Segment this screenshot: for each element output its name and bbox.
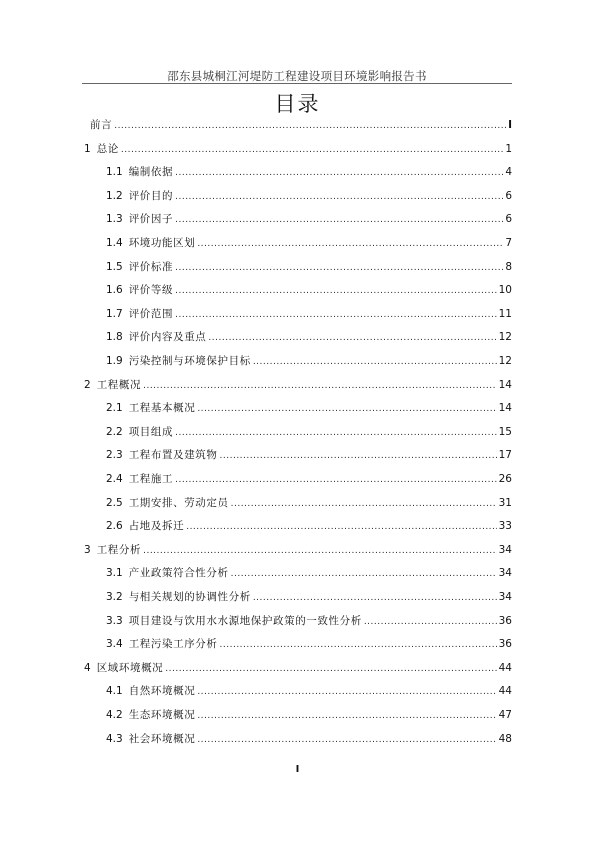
toc-entry-number: 1.3 — [106, 213, 123, 226]
toc-entry-label: 工程布置及建筑物 — [128, 449, 218, 462]
toc-entry-label: 项目建设与饮用水水源地保护政策的一致性分析 — [128, 614, 362, 627]
toc-entry-page: 15 — [498, 425, 512, 438]
toc-leader-dots — [197, 708, 496, 724]
toc-leader-dots — [121, 142, 503, 158]
toc-leader-dots — [175, 165, 503, 181]
toc-entry-label: 占地及拆迁 — [128, 520, 185, 533]
page-title: 目录 — [274, 92, 321, 116]
toc-entry-page: 48 — [498, 732, 512, 745]
toc-entry[interactable] — [106, 731, 512, 747]
toc-entry-number: 4.1 — [106, 685, 123, 698]
toc-leader-dots — [220, 637, 497, 653]
toc-entry-number: 2.2 — [106, 425, 123, 438]
toc-entry-number: 2.6 — [106, 520, 123, 533]
toc-entry-label: 自然环境概况 — [128, 685, 196, 698]
toc-leader-dots — [231, 496, 497, 512]
toc-entry-page: 12 — [498, 331, 512, 344]
toc-entry-number: 3.4 — [106, 638, 123, 651]
toc-entry-label: 工期安排、劳动定员 — [128, 496, 229, 509]
toc-entry-number: 1.5 — [106, 260, 123, 273]
toc-entry-label: 与相关规划的协调性分析 — [128, 591, 251, 603]
toc-entry-page: 33 — [498, 520, 512, 533]
toc-entry-page: 44 — [498, 661, 512, 674]
toc-entry-page: 34 — [498, 543, 512, 556]
toc-entry-number: 4.2 — [106, 709, 123, 721]
toc-leader-dots — [114, 118, 506, 134]
toc-leader-dots — [175, 425, 497, 441]
toc-leader-dots — [186, 519, 496, 535]
toc-entry-label: 总论 — [96, 142, 119, 155]
toc-leader-dots — [197, 684, 496, 700]
toc-entry[interactable] — [106, 565, 512, 581]
toc-entry-page: 31 — [498, 496, 512, 509]
toc-entry[interactable] — [106, 683, 512, 699]
toc-entry-label: 生态环境概况 — [128, 709, 196, 721]
page-number: I — [295, 764, 300, 775]
toc-entry[interactable] — [84, 660, 512, 676]
toc-leader-dots — [197, 236, 503, 252]
toc-leader-dots — [165, 661, 496, 677]
toc-entry-label: 编制依据 — [128, 166, 174, 179]
toc-entry[interactable] — [84, 377, 512, 393]
toc-entry-label: 污染控制与环境保护目标 — [128, 355, 251, 367]
toc-entry[interactable] — [84, 542, 512, 558]
toc-entry-number: 1.6 — [106, 284, 123, 297]
toc-leader-dots — [143, 378, 497, 394]
toc-entry-number: 3.1 — [106, 567, 123, 580]
toc-entry-number: 4 — [84, 661, 91, 674]
toc-entry-number: 2.3 — [106, 449, 123, 462]
toc-entry[interactable] — [106, 471, 512, 487]
toc-entry[interactable] — [106, 282, 512, 298]
toc-leader-dots — [208, 330, 496, 346]
toc-entry[interactable] — [84, 141, 512, 157]
toc-entry[interactable] — [106, 400, 512, 416]
toc-entry-page: 7 — [505, 237, 512, 249]
toc-leader-dots — [175, 283, 497, 299]
toc-entry-page: 26 — [498, 473, 512, 485]
toc-leader-dots — [253, 354, 497, 370]
toc-entry[interactable] — [106, 447, 512, 463]
toc-entry-page: 14 — [498, 378, 512, 391]
toc-entry-number: 3 — [84, 543, 91, 556]
toc-leader-dots — [220, 448, 497, 464]
toc-entry-page: 34 — [498, 567, 512, 580]
toc-entry-page: 4 — [505, 166, 512, 179]
toc-entry[interactable] — [90, 117, 512, 133]
toc-entry-page: 17 — [498, 449, 512, 462]
toc-entry-label: 工程基本概况 — [128, 402, 196, 415]
toc-entry[interactable] — [106, 306, 512, 322]
toc-entry-page: 6 — [505, 189, 512, 202]
toc-entry-page: 11 — [498, 307, 512, 320]
toc-entry-page: 1 — [505, 142, 512, 155]
toc-leader-dots — [197, 732, 496, 748]
toc-entry[interactable] — [106, 707, 512, 723]
toc-entry[interactable] — [106, 329, 512, 345]
toc-entry-label: 评价等级 — [128, 284, 174, 297]
toc-entry-label: 环境功能区划 — [128, 237, 196, 249]
toc-leader-dots — [175, 307, 497, 323]
toc-entry-label: 产业政策符合性分析 — [128, 567, 229, 580]
toc-entry-page: I — [508, 119, 512, 131]
toc-entry-label: 区域环境概况 — [96, 661, 164, 674]
toc-entry-number: 1.4 — [106, 237, 123, 249]
toc-entry-label: 评价内容及重点 — [128, 331, 207, 344]
toc-entry-label: 评价范围 — [128, 307, 174, 320]
toc-entry[interactable] — [106, 636, 512, 652]
toc-entry-label: 社会环境概况 — [128, 732, 196, 745]
toc-entry[interactable] — [106, 495, 512, 511]
toc-leader-dots — [175, 472, 497, 488]
toc-entry[interactable] — [106, 235, 512, 251]
toc-entry[interactable] — [106, 353, 512, 369]
toc-entry-number: 3.3 — [106, 614, 123, 627]
toc-leader-dots — [197, 401, 496, 417]
toc-entry-label: 评价目的 — [128, 189, 174, 202]
toc-entry[interactable] — [106, 613, 512, 629]
toc-entry-page: 12 — [498, 355, 512, 367]
toc-entry-page: 34 — [498, 591, 512, 603]
toc-entry[interactable] — [106, 518, 512, 534]
toc-entry-page: 8 — [505, 260, 512, 273]
toc-entry-number: 2 — [84, 378, 91, 391]
toc-leader-dots — [231, 566, 497, 582]
toc-entry-number: 1.2 — [106, 189, 123, 202]
toc-entry-label: 项目组成 — [128, 425, 174, 438]
toc-leader-dots — [175, 260, 503, 276]
toc-leader-dots — [253, 590, 497, 606]
header-rule — [82, 83, 512, 84]
toc-entry[interactable] — [106, 424, 512, 440]
toc-entry-page: 6 — [505, 213, 512, 226]
toc-entry-number: 1.1 — [106, 166, 123, 179]
toc-entry[interactable] — [106, 188, 512, 204]
toc-entry[interactable] — [106, 164, 512, 180]
toc-leader-dots — [364, 614, 497, 630]
page-header: 邵东县城桐江河堤防工程建设项目环境影响报告书 — [167, 69, 427, 83]
toc-entry-page: 10 — [498, 284, 512, 297]
toc-entry-page: 36 — [498, 614, 512, 627]
toc-entry-number: 2.4 — [106, 473, 123, 485]
toc-entry-label: 前言 — [90, 119, 113, 131]
toc-leader-dots — [143, 543, 497, 559]
toc-entry-label: 工程污染工序分析 — [128, 638, 218, 651]
toc-entry[interactable] — [106, 259, 512, 275]
toc-entry-number: 2.5 — [106, 496, 123, 509]
toc-leader-dots — [175, 212, 503, 228]
toc-entry-page: 44 — [498, 685, 512, 698]
toc-entry-number: 1 — [84, 142, 91, 155]
toc-entry[interactable] — [106, 211, 512, 227]
toc-entry-label: 工程概况 — [96, 378, 142, 391]
toc-entry[interactable] — [106, 589, 512, 605]
toc-entry-label: 评价标准 — [128, 260, 174, 273]
toc-entry-page: 14 — [498, 402, 512, 415]
toc-entry-number: 1.7 — [106, 307, 123, 320]
toc-entry-label: 工程施工 — [128, 473, 174, 485]
toc-entry-number: 2.1 — [106, 402, 123, 415]
toc-entry-number: 1.8 — [106, 331, 123, 344]
toc-entry-page: 47 — [498, 709, 512, 721]
toc-entry-number: 1.9 — [106, 355, 123, 367]
toc-entry-number: 4.3 — [106, 732, 123, 745]
toc-leader-dots — [175, 189, 503, 205]
toc-entry-number: 3.2 — [106, 591, 123, 603]
toc-entry-page: 36 — [498, 638, 512, 651]
toc-entry-label: 评价因子 — [128, 213, 174, 226]
toc-entry-label: 工程分析 — [96, 543, 142, 556]
